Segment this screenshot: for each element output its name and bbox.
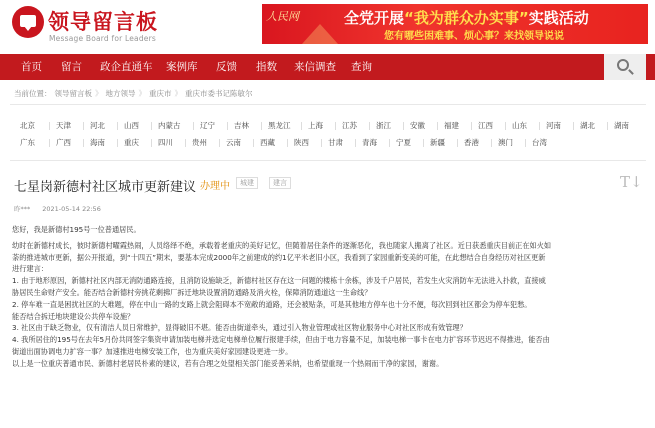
region-divider xyxy=(49,122,50,130)
region-divider xyxy=(261,122,262,130)
site-header xyxy=(0,0,655,54)
region-divider xyxy=(335,122,336,130)
region-link[interactable]: 天津 xyxy=(56,121,71,130)
region-divider xyxy=(117,122,118,130)
breadcrumb-separator: 》 xyxy=(138,89,146,98)
author: 昨*** xyxy=(14,205,31,213)
region-link[interactable]: 湖南 xyxy=(614,121,629,130)
region-link[interactable]: 新疆 xyxy=(430,138,445,147)
region-link[interactable]: 西藏 xyxy=(260,138,275,147)
region-divider xyxy=(389,139,390,147)
region-link[interactable]: 浙江 xyxy=(376,121,391,130)
speech-bubble-icon xyxy=(12,6,44,38)
divider xyxy=(10,160,646,161)
nav-cases[interactable]: 案例库 xyxy=(166,61,198,73)
region-link[interactable]: 河南 xyxy=(546,121,561,130)
region-divider xyxy=(403,122,404,130)
nav-message[interactable]: 留言 xyxy=(61,61,82,73)
category-tag[interactable]: 城建 xyxy=(236,177,258,189)
message-meta xyxy=(14,204,113,213)
paragraph: 胁居民生命财产安全。能否结合新德村旁挑花剩拂厂拆迁地块设置消防通路及消火栓，保障消防通道这一生命线？ xyxy=(12,287,372,297)
nav-index[interactable]: 指数 xyxy=(256,61,277,73)
breadcrumb xyxy=(14,88,256,100)
main-nav xyxy=(0,54,655,80)
paragraph: 进行建言： xyxy=(12,264,48,274)
region-divider xyxy=(369,122,370,130)
region-divider xyxy=(471,122,472,130)
region-divider xyxy=(193,122,194,130)
banner-title-post: 实践活动 xyxy=(528,9,589,27)
region-link[interactable]: 山西 xyxy=(124,121,139,130)
breadcrumb-item[interactable]: 重庆市委书记陈敏尔 xyxy=(185,89,253,98)
region-link[interactable]: 安徽 xyxy=(410,121,425,130)
paragraph: 幼时在新德村成长，彼时新德村曜霞热闹，人员络绎不绝，承载着老重庆的美好记忆，但随着居住条件的逐渐恶化，我也随家人搬离了社区。近日获悉重庆目前正在如火如 xyxy=(12,240,552,250)
breadcrumb-separator: 》 xyxy=(95,89,103,98)
message-title: 七星岗新德村社区城市更新建议 xyxy=(14,180,197,195)
breadcrumb-item[interactable]: 重庆市 xyxy=(149,89,172,98)
category-tag[interactable]: 建言 xyxy=(269,177,291,189)
region-link[interactable]: 内蒙古 xyxy=(158,121,181,130)
paragraph: 街道出面协调电力扩容一事？加速推进电梯安装工作，也为重庆美好家园建设更进一步。 xyxy=(12,346,293,356)
logo-text: 领导留言板 xyxy=(48,10,158,34)
nav-query[interactable]: 查询 xyxy=(351,61,372,73)
region-link[interactable]: 四川 xyxy=(158,138,173,147)
region-link[interactable]: 贵州 xyxy=(192,138,207,147)
banner-brand: 人民网 xyxy=(266,10,299,23)
region-list xyxy=(10,115,646,151)
region-link[interactable]: 北京 xyxy=(20,121,35,130)
region-divider xyxy=(355,139,356,147)
region-link[interactable]: 重庆 xyxy=(124,138,139,147)
region-link[interactable]: 海南 xyxy=(90,138,105,147)
nav-enterprise[interactable]: 政企直通车 xyxy=(100,61,153,73)
breadcrumb-item[interactable]: 地方领导 xyxy=(105,89,136,98)
region-divider xyxy=(151,139,152,147)
region-divider xyxy=(321,139,322,147)
region-link[interactable]: 吉林 xyxy=(234,121,249,130)
region-divider xyxy=(253,139,254,147)
search-button[interactable] xyxy=(604,54,646,80)
region-divider xyxy=(505,122,506,130)
region-divider xyxy=(185,139,186,147)
paragraph: 4. 我所居住的195号在去年5月份共同签字集资申请加装电梯并选定电梯单位履行报建手续，但由于电力容量不足，加装电梯一事卡在电力扩容环节迟迟不得推进，能否由 xyxy=(12,335,550,345)
paragraph: 荼的推进城市更新，据公开报道，到“十四五”期末，要基本完成2000年之前建成的约1亿平米老旧小区，我看到了家园重新变美的可能，在此想结合自身经历对社区更新 xyxy=(12,252,546,262)
region-divider xyxy=(525,139,526,147)
region-link[interactable]: 澳门 xyxy=(498,138,513,147)
region-divider xyxy=(49,139,50,147)
campaign-banner[interactable] xyxy=(262,4,648,44)
region-divider xyxy=(539,122,540,130)
banner-decoration xyxy=(302,24,338,44)
breadcrumb-prefix: 当前位置： xyxy=(14,89,52,98)
banner-title-highlight: “我为群众办实事” xyxy=(404,9,529,27)
status-badge: 办理中 xyxy=(200,181,230,192)
logo-subtitle: Message Board for Leaders xyxy=(49,34,157,43)
region-divider xyxy=(491,139,492,147)
region-divider xyxy=(83,139,84,147)
region-link[interactable]: 青海 xyxy=(362,138,377,147)
region-link[interactable]: 上海 xyxy=(308,121,323,130)
banner-subtitle: 您有哪些困难事、烦心事？来找领导说说 xyxy=(384,31,564,42)
region-divider xyxy=(457,139,458,147)
nav-feedback[interactable]: 反馈 xyxy=(216,61,237,73)
region-link[interactable]: 黑龙江 xyxy=(268,121,291,130)
paragraph: 3. 社区由于缺乏物业，仅有清洁人员日常维护，显得破旧不堪。能否由街道牵头，通过引入物业管理或社区物业服务中心对社区形成有效管理？ xyxy=(12,323,467,333)
breadcrumb-item[interactable]: 领导留言板 xyxy=(54,89,92,98)
region-divider xyxy=(83,122,84,130)
region-divider xyxy=(219,139,220,147)
region-link[interactable]: 云南 xyxy=(226,138,241,147)
region-link[interactable]: 江苏 xyxy=(342,121,357,130)
region-link[interactable]: 江西 xyxy=(478,121,493,130)
region-divider xyxy=(151,122,152,130)
breadcrumb-separator: 》 xyxy=(174,89,182,98)
region-link[interactable]: 陕西 xyxy=(294,138,309,147)
region-link[interactable]: 台湾 xyxy=(532,138,547,147)
nav-home[interactable]: 首页 xyxy=(21,61,42,73)
font-size-icon[interactable]: T↓ xyxy=(620,173,643,191)
region-divider xyxy=(227,122,228,130)
region-divider xyxy=(423,139,424,147)
banner-title xyxy=(344,7,589,28)
region-divider xyxy=(301,122,302,130)
region-divider xyxy=(573,122,574,130)
search-icon xyxy=(617,59,629,71)
paragraph: 1. 由于地形原因，新德村社区内部无消防通路连接，且消防设施缺乏，新德村社区存在这一问题的楼栋十余栋，涉及千户居民，若发生火灾消防车无法进入扑救，直接威 xyxy=(12,276,546,286)
paragraph: 2. 停车难一直是困扰社区的大难题，停在中山一路的支路上就会阻碍本不宽敞的道路，还会被贴条，可是其他地方停车也十分不便，每次回到社区都会为停车犯愁。 xyxy=(12,299,532,309)
region-link[interactable]: 辽宁 xyxy=(200,121,215,130)
nav-survey[interactable]: 来信调查 xyxy=(294,61,336,73)
region-divider xyxy=(287,139,288,147)
banner-title-pre: 全党开展 xyxy=(344,9,405,27)
divider xyxy=(10,104,646,105)
region-link[interactable]: 广西 xyxy=(56,138,71,147)
paragraph: 您好，我是新德村195号一位普通居民。 xyxy=(12,225,141,234)
region-link[interactable]: 福建 xyxy=(444,121,459,130)
paragraph: 能否结合拆迁地块建设公共停车设施？ xyxy=(12,311,135,321)
region-link[interactable]: 河北 xyxy=(90,121,105,130)
region-link[interactable]: 湖北 xyxy=(580,121,595,130)
region-link[interactable]: 香港 xyxy=(464,138,479,147)
region-divider xyxy=(117,139,118,147)
message-body xyxy=(12,224,648,370)
region-divider xyxy=(607,122,608,130)
region-link[interactable]: 甘肃 xyxy=(328,138,343,147)
paragraph: 以上是一位重庆普通市民、新德村老居民朴素的建议，若有合理之处望相关部门能妥善采纳，也希望重现一个热闹而干净的家园，谢谢。 xyxy=(12,358,444,368)
site-logo[interactable] xyxy=(12,6,162,46)
region-link[interactable]: 广东 xyxy=(20,138,35,147)
region-divider xyxy=(437,122,438,130)
timestamp: 2021-05-14 22:56 xyxy=(42,205,101,213)
region-link[interactable]: 山东 xyxy=(512,121,527,130)
region-link[interactable]: 宁夏 xyxy=(396,138,411,147)
